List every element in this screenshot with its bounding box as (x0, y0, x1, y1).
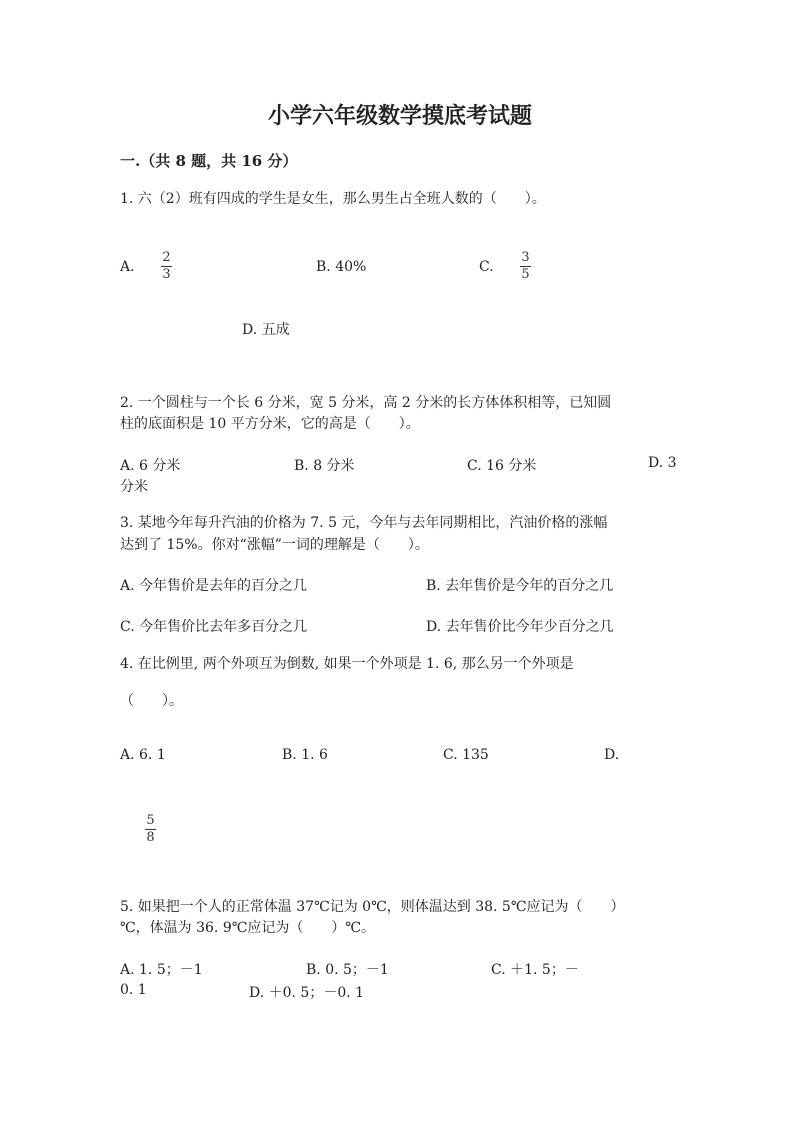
question-1-option-a: A. (120, 259, 135, 275)
question-2-stem-line-2: 柱的底面积是 10 平方分米，它的高是（ ）。 (120, 416, 420, 432)
question-2-option-d: D. 3 (648, 455, 677, 471)
question-4-stem-line-1: 4. 在比例里, 两个外项互为倒数, 如果一个外项是 1. 6, 那么另一个外项是 (120, 656, 574, 672)
question-1-option-b: B. 40% (316, 259, 367, 275)
question-2-stem-line-1: 2. 一个圆柱与一个长 6 分米，宽 5 分米，高 2 分米的长方体体积相等，已知圆 (120, 395, 612, 411)
question-4-stem-line-2: （ ）。 (120, 693, 183, 709)
question-5-option-a: A. 1. 5；－1 (120, 962, 203, 978)
question-3-option-d: D. 去年售价比今年少百分之几 (426, 619, 614, 635)
question-5-option-d: D. ＋0. 5；－0. 1 (249, 985, 365, 1001)
question-1-option-d: D. 五成 (242, 322, 290, 338)
fraction-numerator: 2 (162, 250, 171, 265)
question-4-option-a: A. 6. 1 (120, 747, 166, 763)
question-1-option-a-fraction (161, 251, 172, 282)
question-1-option-c: C. (479, 259, 494, 275)
question-5-stem-line-1: 5. 如果把一个人的正常体温 37℃记为 0℃，则体温达到 38. 5℃应记为（ ） (120, 899, 625, 915)
question-3-option-a: A. 今年售价是去年的百分之几 (120, 578, 308, 594)
question-2-option-b: B. 8 分米 (294, 458, 355, 474)
question-5-option-c-continued: 0. 1 (120, 982, 147, 998)
question-2-option-d-continued: 分米 (120, 479, 148, 495)
question-1-stem: 1. 六（2）班有四成的学生是女生，那么男生占全班人数的（ ）。 (120, 191, 546, 207)
question-1-option-c-fraction (520, 251, 531, 282)
question-4-option-d: D. (604, 747, 620, 763)
question-4-option-b: B. 1. 6 (282, 747, 328, 763)
question-4-option-c: C. 135 (443, 747, 489, 763)
section-heading: 一.（共 8 题，共 16 分） (120, 152, 298, 170)
fraction-denominator: 5 (521, 267, 530, 282)
page-title: 小学六年级数学摸底考试题 (267, 103, 532, 129)
fraction-numerator: 5 (146, 813, 155, 828)
question-3-option-c: C. 今年售价比去年多百分之几 (120, 619, 308, 635)
question-4-option-d-fraction (145, 814, 156, 845)
question-3-option-b: B. 去年售价是今年的百分之几 (426, 578, 614, 594)
question-5-option-b: B. 0. 5；－1 (306, 962, 389, 978)
question-2-option-c: C. 16 分米 (467, 458, 537, 474)
question-2-option-a: A. 6 分米 (120, 458, 181, 474)
question-5-option-c: C. ＋1. 5；－ (491, 962, 579, 978)
question-3-stem-line-1: 3. 某地今年每升汽油的价格为 7. 5 元，今年与去年同期相比，汽油价格的涨幅 (120, 515, 608, 531)
question-3-stem-line-2: 达到了 15%。你对“涨幅”一词的理解是（ ）。 (120, 537, 429, 553)
fraction-denominator: 8 (146, 830, 155, 845)
question-5-stem-line-2: ℃，体温为 36. 9℃应记为（ ）℃。 (120, 920, 376, 936)
fraction-numerator: 3 (521, 250, 530, 265)
fraction-denominator: 3 (162, 267, 171, 282)
